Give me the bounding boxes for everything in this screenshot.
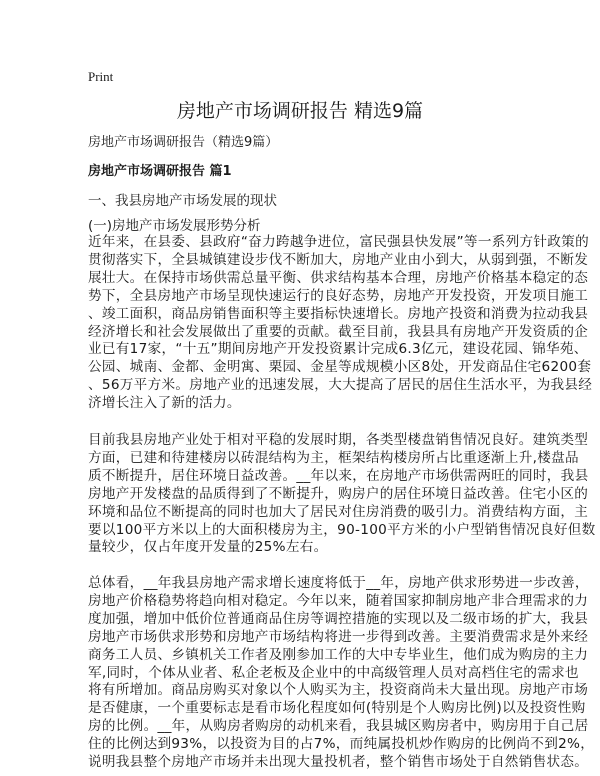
paragraph-line: 量较少，仅占年度开发量的25%左右。 — [88, 539, 328, 556]
paragraph-line: 房地产价格稳势将趋向相对稳定。今年以来，随着国家抑制房地产非合理需求的力 — [88, 592, 589, 609]
paragraph-line: 近年来，在县委、县政府“奋力跨越争进位，富民强县快发展”等一系列方针政策的 — [88, 234, 589, 250]
paragraph-3 — [88, 575, 594, 772]
paragraph-line: 、竣工面积，商品房销售面积等主要指标快速增长。房地产投资和消费为拉动我县 — [88, 305, 589, 322]
page-title: 房地产市场调研报告 精选9篇 — [176, 100, 424, 122]
paragraph-line: 房地产市场供求形势和房地产市场结构将进一步得到改善。主要消费需求是外来经 — [88, 628, 589, 645]
paragraph-line: 业已有17家，“十五”期间房地产开发投资累计完成6.3亿元，建设花园、锦华苑、 — [88, 341, 588, 358]
print-link[interactable]: Print — [88, 69, 114, 84]
article-heading: 房地产市场调研报告 篇1 — [88, 164, 232, 179]
paragraph-line: 军,同时，个体从业者、私企老板及企业中的中高级管理人员对高档住宅的需求也 — [88, 664, 579, 681]
paragraph-line: 济增长注入了新的活力。 — [88, 395, 241, 412]
paragraph-line: 势下，全县房地产市场呈现快速运行的良好态势，房地产开发投资，开发项目施工 — [88, 287, 589, 304]
paragraph-line: 住的比例达到93%，以投资为目的占7%，而纯属投机炒作购房的比例尚不到2%， — [88, 736, 595, 753]
paragraph-line: 方面，已建和待建楼房以砖混结构为主，框架结构楼房所占比重逐渐上升,楼盘品 — [88, 449, 579, 466]
paragraph-line: 贯彻落实下，全县城镇建设步伐不断加大，房地产业由小到大，从弱到强，不断发 — [88, 251, 589, 268]
paragraph-line: 目前我县房地产业处于相对平稳的发展时期，各类型楼盘销售情况良好。建筑类型 — [88, 432, 589, 448]
paragraph-line: 公园、城南、金都、金明寓、栗园、金星等成规模小区8处，开发商品住宅6200套 — [88, 359, 592, 376]
paragraph-line: 展壮大。在保持市场供需总量平衡、供求结构基本合理，房地产价格基本稳定的态 — [88, 269, 589, 286]
paragraph-line: 将有所增加。商品房购买对象以个人购买为主，投资商尚未大量出现。房地产市场 — [88, 682, 589, 699]
paragraph-line: 质不断提升，居住环境日益改善。__年以来，在房地产市场供需两旺的同时，我县 — [88, 467, 589, 484]
paragraph-line: 说明我县整个房地产市场并未出现大量投机者，整个销售市场处于自然销售状态。 — [88, 754, 589, 771]
paragraph-line: 商务工人员、乡镇机关工作者及刚参加工作的大中专毕业生，他们成为购房的主力 — [88, 646, 589, 663]
paragraph-line: 、56万平方米。房地产业的迅速发展，大大提高了居民的居住生活水平，为我县经 — [88, 377, 593, 394]
paragraph-line: 总体看，__年我县房地产需求增长速度将低于__年，房地产供求形势进一步改善， — [88, 575, 589, 591]
section-heading: 一、我县房地产市场发展的现状 — [88, 193, 277, 209]
paragraph-line: 要以100平方米以上的大面积楼房为主，90-100平方米的小户型销售情况良好但数 — [88, 521, 596, 538]
paragraph-1 — [88, 234, 592, 413]
paragraph-line: 环境和品位不断提高的同时也加大了居民对住房消费的吸引力。消费结构方面，主 — [88, 503, 589, 520]
paragraph-line: 经济增长和社会发展做出了重要的贡献。截至目前，我县具有房地产开发资质的企 — [88, 323, 589, 340]
paragraph-line: 是否健康，一个重要标志是看市场化程度如何(特别是个人购房比例)以及投资性购 — [88, 700, 586, 717]
paragraph-line: 房的比例。__年，从购房者购房的动机来看，我县城区购房者中，购房用于自己居 — [88, 718, 589, 735]
paragraph-line: 度加强，增加中低价位普通商品住房等调控措施的实现以及二级市场的扩大，我县 — [88, 610, 589, 627]
document-subtitle: 房地产市场调研报告（精选9篇） — [88, 135, 279, 150]
paragraph-line: 房地产开发楼盘的品质得到了不断提升，购房户的居住环境日益改善。住宅小区的 — [88, 485, 589, 502]
subsection-heading: (一)房地产市场发展形势分析 — [88, 218, 261, 234]
paragraph-2 — [88, 432, 596, 557]
